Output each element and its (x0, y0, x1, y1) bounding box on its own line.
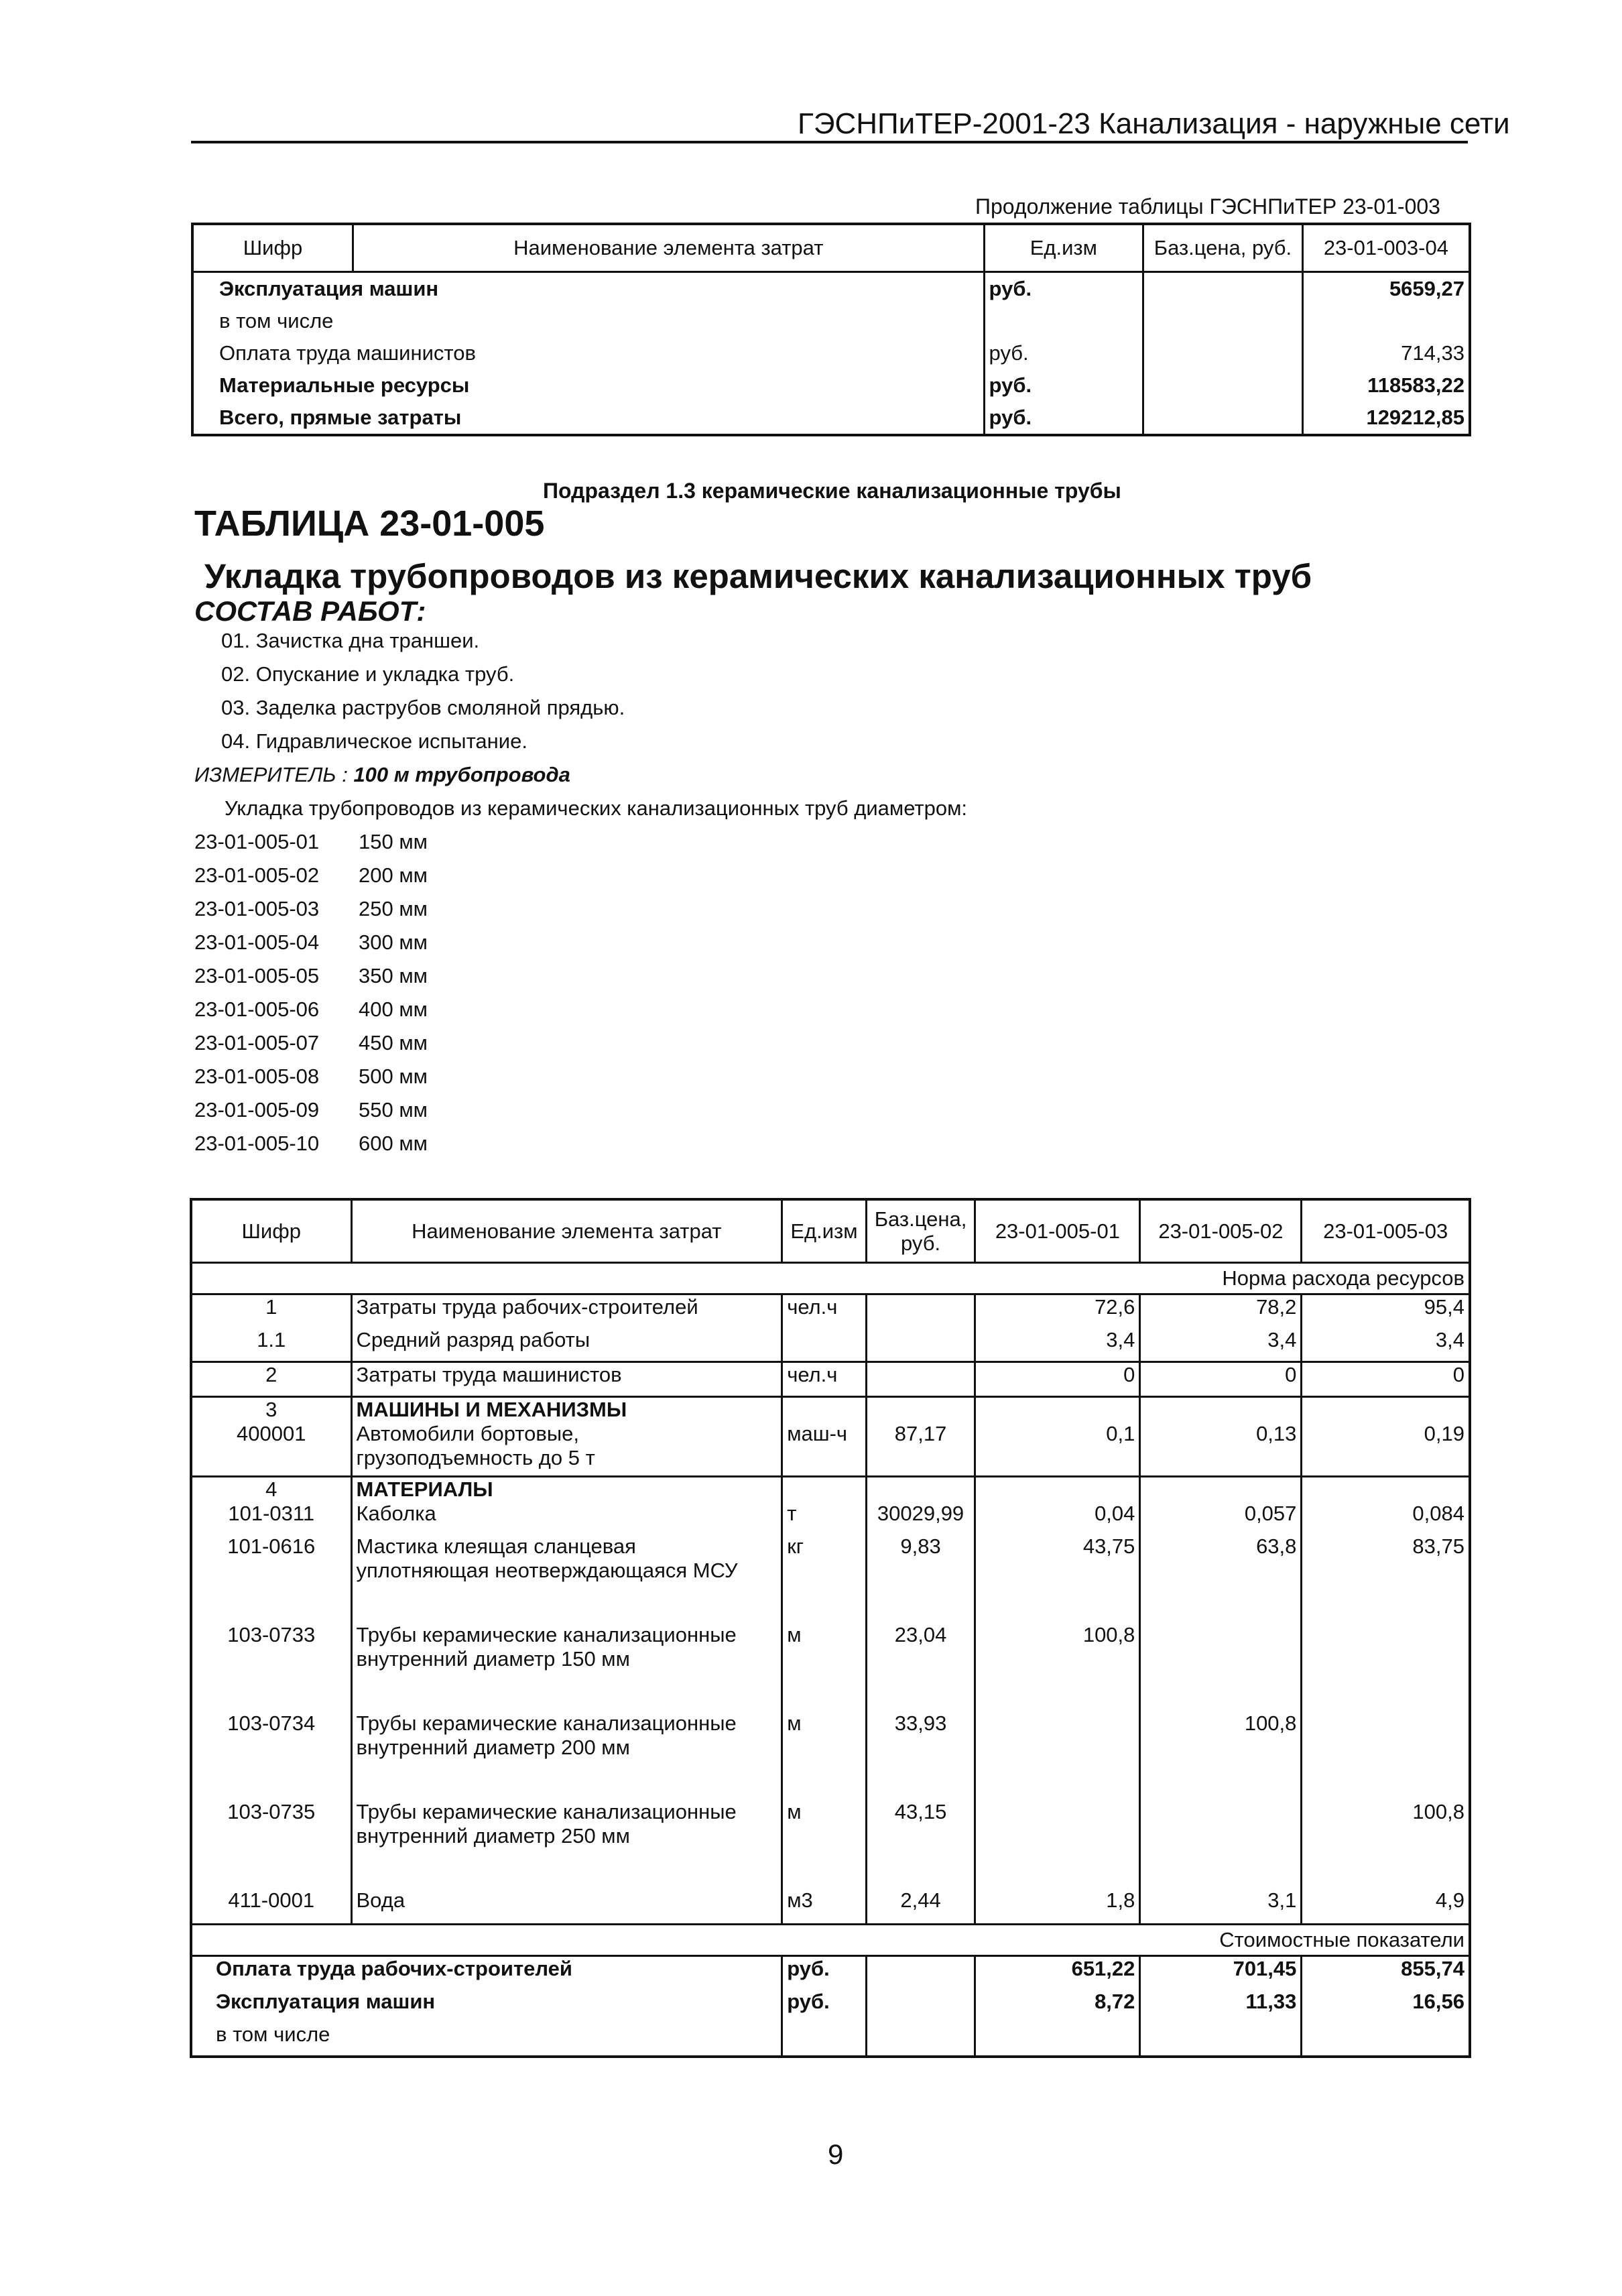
cell-value-2: 0,057 (1140, 1502, 1302, 1534)
cost-name: Оплата труда рабочих-строителей (216, 1957, 572, 1980)
table-row (191, 1800, 1470, 1888)
cost-value-3: 16,56 (1302, 1990, 1470, 2022)
cell-code: 411-0001 (228, 1888, 315, 1912)
cost-value-1: 8,72 (975, 1990, 1140, 2022)
diameter-item: 350 мм (359, 964, 428, 987)
cell-value-3: 0,084 (1302, 1502, 1470, 1534)
cell-unit: м (782, 1800, 867, 1888)
cell-value-3 (1302, 1397, 1470, 1423)
cell-name: Средний разряд работы (351, 1328, 782, 1362)
row-name: Эксплуатация машин (219, 277, 439, 300)
page-number: 9 (828, 2138, 844, 2170)
cell-price: 23,04 (866, 1623, 975, 1711)
works-heading: СОСТАВ РАБОТ: (194, 595, 426, 627)
cost-unit: руб. (782, 1990, 867, 2022)
cell-name-line: Трубы керамические канализационные (356, 1800, 737, 1823)
table-row (192, 369, 1470, 402)
cost-name: Эксплуатация машин (216, 1990, 436, 2013)
cell-code: 2 (191, 1362, 351, 1397)
row-price (1143, 272, 1303, 306)
cell-name-line: Трубы керамические канализационные (356, 1623, 737, 1646)
col-header-rate-1: 23-01-005-01 (975, 1199, 1140, 1263)
code-item: 23-01-005-07 (194, 1031, 320, 1054)
cell-name (351, 1623, 782, 1711)
table-row (191, 1623, 1470, 1711)
measure-value: 100 м трубопровода (353, 763, 570, 786)
cell-value-1: 43,75 (975, 1534, 1140, 1623)
cost-price (866, 1956, 975, 1990)
cell-name (351, 1800, 782, 1888)
section-title: МАТЕРИАЛЫ (351, 1477, 782, 1502)
cell-code: 4 (191, 1477, 351, 1502)
col-header-code: Шифр (191, 1199, 351, 1263)
row-name: Всего, прямые затраты (219, 406, 462, 429)
row-value: 5659,27 (1302, 272, 1470, 306)
norm-band: Норма расхода ресурсов (191, 1263, 1470, 1294)
code-item: 23-01-005-10 (194, 1132, 320, 1155)
diameter-item: 600 мм (359, 1132, 428, 1155)
cost-value-1: 651,22 (975, 1956, 1140, 1990)
cell-value-3: 0 (1302, 1362, 1470, 1397)
continuation-note: Продолжение таблицы ГЭСНПиТЕР 23-01-003 (975, 194, 1440, 219)
cell-code: 103-0734 (227, 1711, 316, 1735)
cell-unit: м (782, 1711, 867, 1800)
cell-name: Затраты труда машинистов (351, 1362, 782, 1397)
cell-unit: чел.ч (782, 1294, 867, 1329)
row-name: Материальные ресурсы (219, 373, 470, 397)
cell-value-3: 100,8 (1302, 1800, 1470, 1888)
cell-value-2 (1140, 1397, 1302, 1423)
col-header-rate-3: 23-01-005-03 (1302, 1199, 1470, 1263)
cell-name-line: Автомобили бортовые, (356, 1422, 579, 1445)
cell-unit: т (782, 1502, 867, 1534)
row-price (1143, 402, 1303, 435)
cell-name (351, 1711, 782, 1800)
cell-name (351, 1534, 782, 1623)
row-name: Оплата труда машинистов (219, 341, 476, 365)
cell-name: Вода (351, 1888, 782, 1925)
col-header-price: Баз.цена, руб. (866, 1199, 975, 1263)
cell-value-1: 72,6 (975, 1294, 1140, 1329)
cell-name-line: Трубы керамические канализационные (356, 1711, 737, 1735)
cell-value-2: 0,13 (1140, 1422, 1302, 1477)
row-name: в том числе (219, 309, 334, 333)
cell-value-3: 4,9 (1302, 1888, 1470, 1925)
cell-value-2 (1140, 1477, 1302, 1502)
cell-code: 103-0733 (227, 1623, 316, 1646)
cost-price (866, 1990, 975, 2022)
cost-value-3 (1302, 2022, 1470, 2057)
code-item: 23-01-005-03 (194, 897, 320, 920)
row-unit: руб. (984, 272, 1143, 306)
cell-code: 1 (265, 1295, 277, 1319)
header-rule (191, 141, 1468, 143)
cost-value-2: 11,33 (1140, 1990, 1302, 2022)
col-header-price: Баз.цена, руб. (1143, 224, 1303, 272)
cost-row (191, 2022, 1470, 2057)
resource-table (190, 1198, 1471, 2058)
row-unit (984, 305, 1143, 337)
row-unit: руб. (984, 337, 1143, 369)
cell-value-3: 95,4 (1302, 1294, 1470, 1329)
code-item: 23-01-005-08 (194, 1065, 320, 1088)
cost-value-3: 855,74 (1302, 1956, 1470, 1990)
cell-name-line: грузоподъемность до 5 т (356, 1446, 595, 1469)
cell-code: 400001 (237, 1422, 306, 1445)
table-continuation (191, 223, 1471, 436)
diameter-item: 500 мм (359, 1065, 428, 1088)
cell-value-2: 3,4 (1140, 1328, 1302, 1362)
row-value: 129212,85 (1302, 402, 1470, 435)
row-price (1143, 305, 1303, 337)
code-item: 23-01-005-02 (194, 863, 320, 887)
cell-value-2 (1140, 1800, 1302, 1888)
cell-value-1 (975, 1397, 1140, 1423)
cell-value-1 (975, 1800, 1140, 1888)
work-item: 03. Заделка раструбов смоляной прядью. (221, 696, 625, 719)
cell-price: 9,83 (866, 1534, 975, 1623)
cell-code: 101-0311 (228, 1502, 315, 1525)
cell-unit (782, 1397, 867, 1423)
cell-unit: м (782, 1623, 867, 1711)
measure-label: ИЗМЕРИТЕЛЬ : (194, 763, 354, 786)
diameter-item: 400 мм (359, 998, 428, 1021)
cell-code: 3 (191, 1397, 351, 1423)
cell-value-2: 78,2 (1140, 1294, 1302, 1329)
code-item: 23-01-005-09 (194, 1098, 320, 1122)
intro-line: Укладка трубопроводов из керамических канализационных труб диаметром: (225, 796, 968, 820)
table-row (192, 272, 1470, 306)
table-row (191, 1711, 1470, 1800)
cell-name: Затраты труда рабочих-строителей (351, 1294, 782, 1329)
cell-price (866, 1397, 975, 1423)
table-header-row (191, 1199, 1470, 1263)
main-title: Укладка трубопроводов из керамических канализационных труб (204, 557, 1312, 595)
cell-price (866, 1477, 975, 1502)
cell-code: 101-0616 (227, 1534, 316, 1558)
cell-unit: кг (782, 1534, 867, 1623)
diameter-item: 550 мм (359, 1098, 428, 1122)
table-row (191, 1328, 1470, 1362)
cell-value-3 (1302, 1623, 1470, 1711)
cost-unit (782, 2022, 867, 2057)
cell-value-2: 63,8 (1140, 1534, 1302, 1623)
row-value: 118583,22 (1302, 369, 1470, 402)
table-row (191, 1362, 1470, 1397)
cell-price (866, 1362, 975, 1397)
cell-value-1: 0 (975, 1362, 1140, 1397)
row-value: 714,33 (1302, 337, 1470, 369)
cell-name (351, 1422, 782, 1477)
section-title: МАШИНЫ И МЕХАНИЗМЫ (351, 1397, 782, 1423)
row-price (1143, 337, 1303, 369)
cell-unit: маш-ч (782, 1422, 867, 1477)
diameter-item: 200 мм (359, 863, 428, 887)
cell-unit: м3 (782, 1888, 867, 1925)
section-row (191, 1397, 1470, 1423)
subsection-title: Подраздел 1.3 керамические канализационные трубы (543, 479, 1121, 503)
cell-unit (782, 1328, 867, 1362)
row-value (1302, 305, 1470, 337)
cell-price: 87,17 (866, 1422, 975, 1477)
cell-price: 2,44 (866, 1888, 975, 1925)
table-row (191, 1534, 1470, 1623)
cost-row (191, 1956, 1470, 1990)
table-row (191, 1294, 1470, 1329)
col-header-name: Наименование элемента затрат (353, 224, 985, 272)
table-row (192, 402, 1470, 435)
cost-value-2: 701,45 (1140, 1956, 1302, 1990)
code-item: 23-01-005-01 (194, 830, 320, 853)
cell-unit: чел.ч (782, 1362, 867, 1397)
diameter-item: 300 мм (359, 930, 428, 954)
col-header-code: Шифр (192, 224, 353, 272)
diameter-item: 450 мм (359, 1031, 428, 1054)
cell-price: 43,15 (866, 1800, 975, 1888)
cost-name: в том числе (216, 2022, 330, 2046)
cell-code: 1.1 (257, 1328, 286, 1351)
cell-value-2 (1140, 1623, 1302, 1711)
col-header-unit: Ед.изм (782, 1199, 867, 1263)
cell-name-line: внутренний диаметр 250 мм (356, 1824, 630, 1848)
table-row (192, 337, 1470, 369)
cell-value-3 (1302, 1711, 1470, 1800)
cell-value-2: 3,1 (1140, 1888, 1302, 1925)
cell-value-1 (975, 1477, 1140, 1502)
cell-value-1: 100,8 (975, 1623, 1140, 1711)
table-header-row (192, 224, 1470, 272)
cell-value-2: 0 (1140, 1362, 1302, 1397)
cost-unit: руб. (782, 1956, 867, 1990)
table-row (191, 1422, 1470, 1477)
cell-name-line: Мастика клеящая сланцевая (356, 1534, 636, 1558)
col-header-unit: Ед.изм (984, 224, 1143, 272)
row-price (1143, 369, 1303, 402)
code-item: 23-01-005-06 (194, 998, 320, 1021)
cell-value-3: 83,75 (1302, 1534, 1470, 1623)
cell-value-3 (1302, 1477, 1470, 1502)
cost-row (191, 1990, 1470, 2022)
table-row (191, 1502, 1470, 1534)
cell-value-1: 0,1 (975, 1422, 1140, 1477)
table-code-heading: ТАБЛИЦА 23-01-005 (194, 503, 545, 544)
cell-value-1: 0,04 (975, 1502, 1140, 1534)
cell-price (866, 1294, 975, 1329)
page-header-title: ГЭСНПиТЕР-2001-23 Канализация - наружные сети (798, 107, 1510, 140)
measure-line (194, 763, 570, 787)
row-unit: руб. (984, 369, 1143, 402)
cost-value-1 (975, 2022, 1140, 2057)
cost-price (866, 2022, 975, 2057)
table-row (191, 1888, 1470, 1925)
diameter-item: 250 мм (359, 897, 428, 920)
cost-band: Стоимостные показатели (191, 1925, 1470, 1956)
col-header-rate: 23-01-003-04 (1302, 224, 1470, 272)
work-item: 01. Зачистка дна траншеи. (221, 629, 480, 652)
work-item: 02. Опускание и укладка труб. (221, 662, 515, 686)
cell-value-1: 3,4 (975, 1328, 1140, 1362)
cell-price (866, 1328, 975, 1362)
cost-band-row (191, 1925, 1470, 1956)
col-header-rate-2: 23-01-005-02 (1140, 1199, 1302, 1263)
cell-code: 103-0735 (227, 1800, 316, 1823)
cell-name-line: уплотняющая неотверждающаяся МСУ (356, 1559, 738, 1582)
cell-price: 33,93 (866, 1711, 975, 1800)
cost-value-2 (1140, 2022, 1302, 2057)
cell-value-3: 0,19 (1302, 1422, 1470, 1477)
diameter-item: 150 мм (359, 830, 428, 853)
norm-band-row (191, 1263, 1470, 1294)
work-item: 04. Гидравлическое испытание. (221, 729, 527, 753)
table-row (192, 305, 1470, 337)
cell-price: 30029,99 (866, 1502, 975, 1534)
cell-value-2: 100,8 (1140, 1711, 1302, 1800)
col-header-name: Наименование элемента затрат (351, 1199, 782, 1263)
cell-name-line: внутренний диаметр 200 мм (356, 1736, 630, 1759)
cell-unit (782, 1477, 867, 1502)
cell-name: Каболка (351, 1502, 782, 1534)
section-row (191, 1477, 1470, 1502)
code-item: 23-01-005-04 (194, 930, 320, 954)
cell-value-1 (975, 1711, 1140, 1800)
cell-value-1: 1,8 (975, 1888, 1140, 1925)
cell-value-3: 3,4 (1302, 1328, 1470, 1362)
row-unit: руб. (984, 402, 1143, 435)
cell-name-line: внутренний диаметр 150 мм (356, 1647, 630, 1671)
code-item: 23-01-005-05 (194, 964, 320, 987)
